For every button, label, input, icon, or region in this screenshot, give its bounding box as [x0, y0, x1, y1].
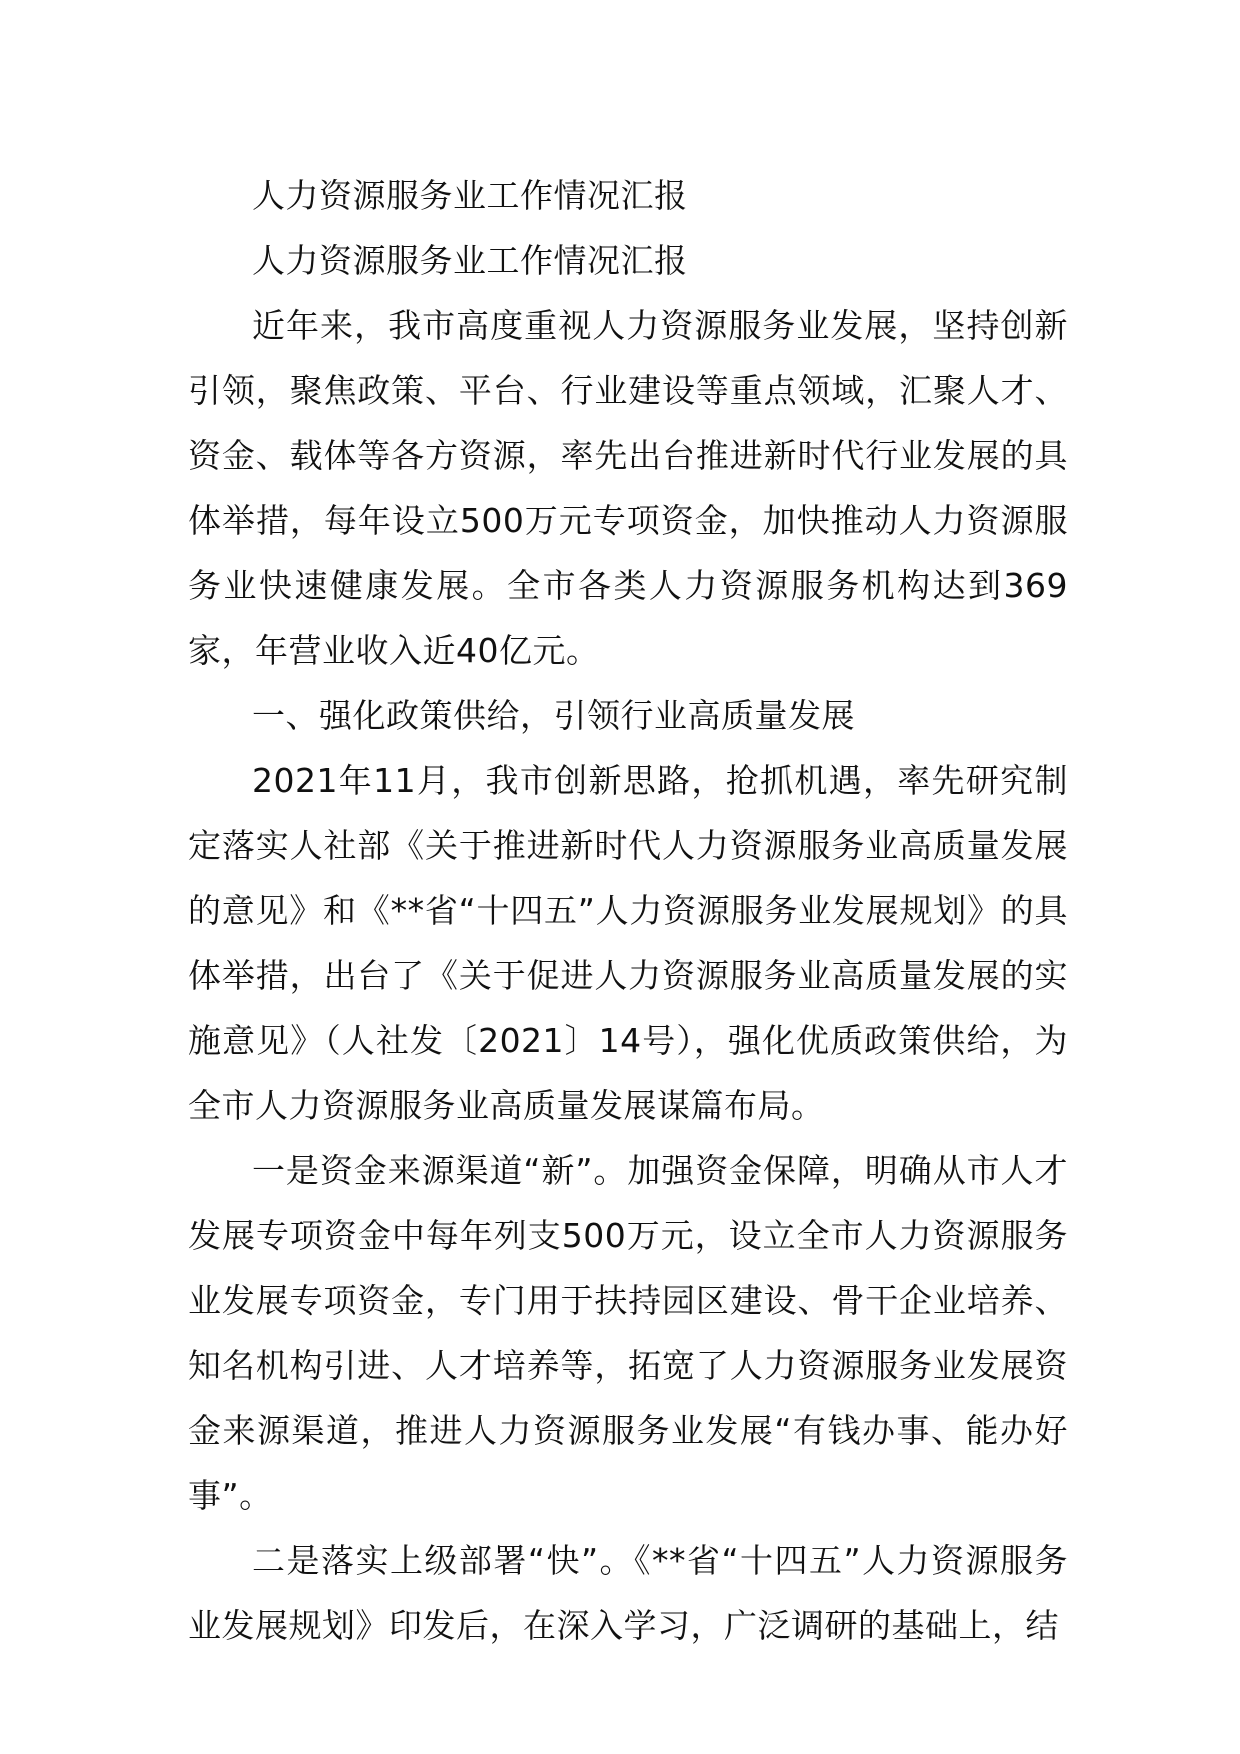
document-subtitle: 人力资源服务业工作情况汇报 [252, 241, 688, 280]
paragraph-funding: 一是资金来源渠道“新”。加强资金保障，明确从市人才发展专项资金中每年列支500万元，设立全市人力资源服务业发展专项资金，专门用于扶持园区建设、骨干企业培养、知名机构引进、人才培养等，拓宽了人力资源服务业发展资金来源渠道，推进人力资源服务业发展“有钱办事、能办好事”。 [188, 1151, 1068, 1515]
section-heading-1: 一、强化政策供给，引领行业高质量发展 [252, 696, 855, 735]
paragraph-intro: 近年来，我市高度重视人力资源服务业发展，坚持创新引领，聚焦政策、平台、行业建设等重点领域，汇聚人才、资金、载体等各方资源，率先出台推进新时代行业发展的具体举措，每年设立500万元专项资金，加快推动人力资源服务业快速健康发展。全市各类人力资源服务机构达到369家，年营业收入近40亿元。 [188, 306, 1068, 670]
document-title: 人力资源服务业工作情况汇报 [252, 176, 688, 215]
paragraph-implementation: 二是落实上级部署“快”。《**省“十四五”人力资源服务业发展规划》印发后，在深入学习，广泛调研的基础上，结 [188, 1541, 1068, 1645]
paragraph-policy: 2021年11月，我市创新思路，抢抓机遇，率先研究制定落实人社部《关于推进新时代人力资源服务业高质量发展的意见》和《**省“十四五”人力资源服务业发展规划》的具体举措，出台了《关于促进人力资源服务业高质量发展的实施意见》（人社发〔2021〕14号），强化优质政策供给，为全市人力资源服务业高质量发展谋篇布局。 [188, 761, 1068, 1125]
document-body [188, 163, 1068, 1658]
